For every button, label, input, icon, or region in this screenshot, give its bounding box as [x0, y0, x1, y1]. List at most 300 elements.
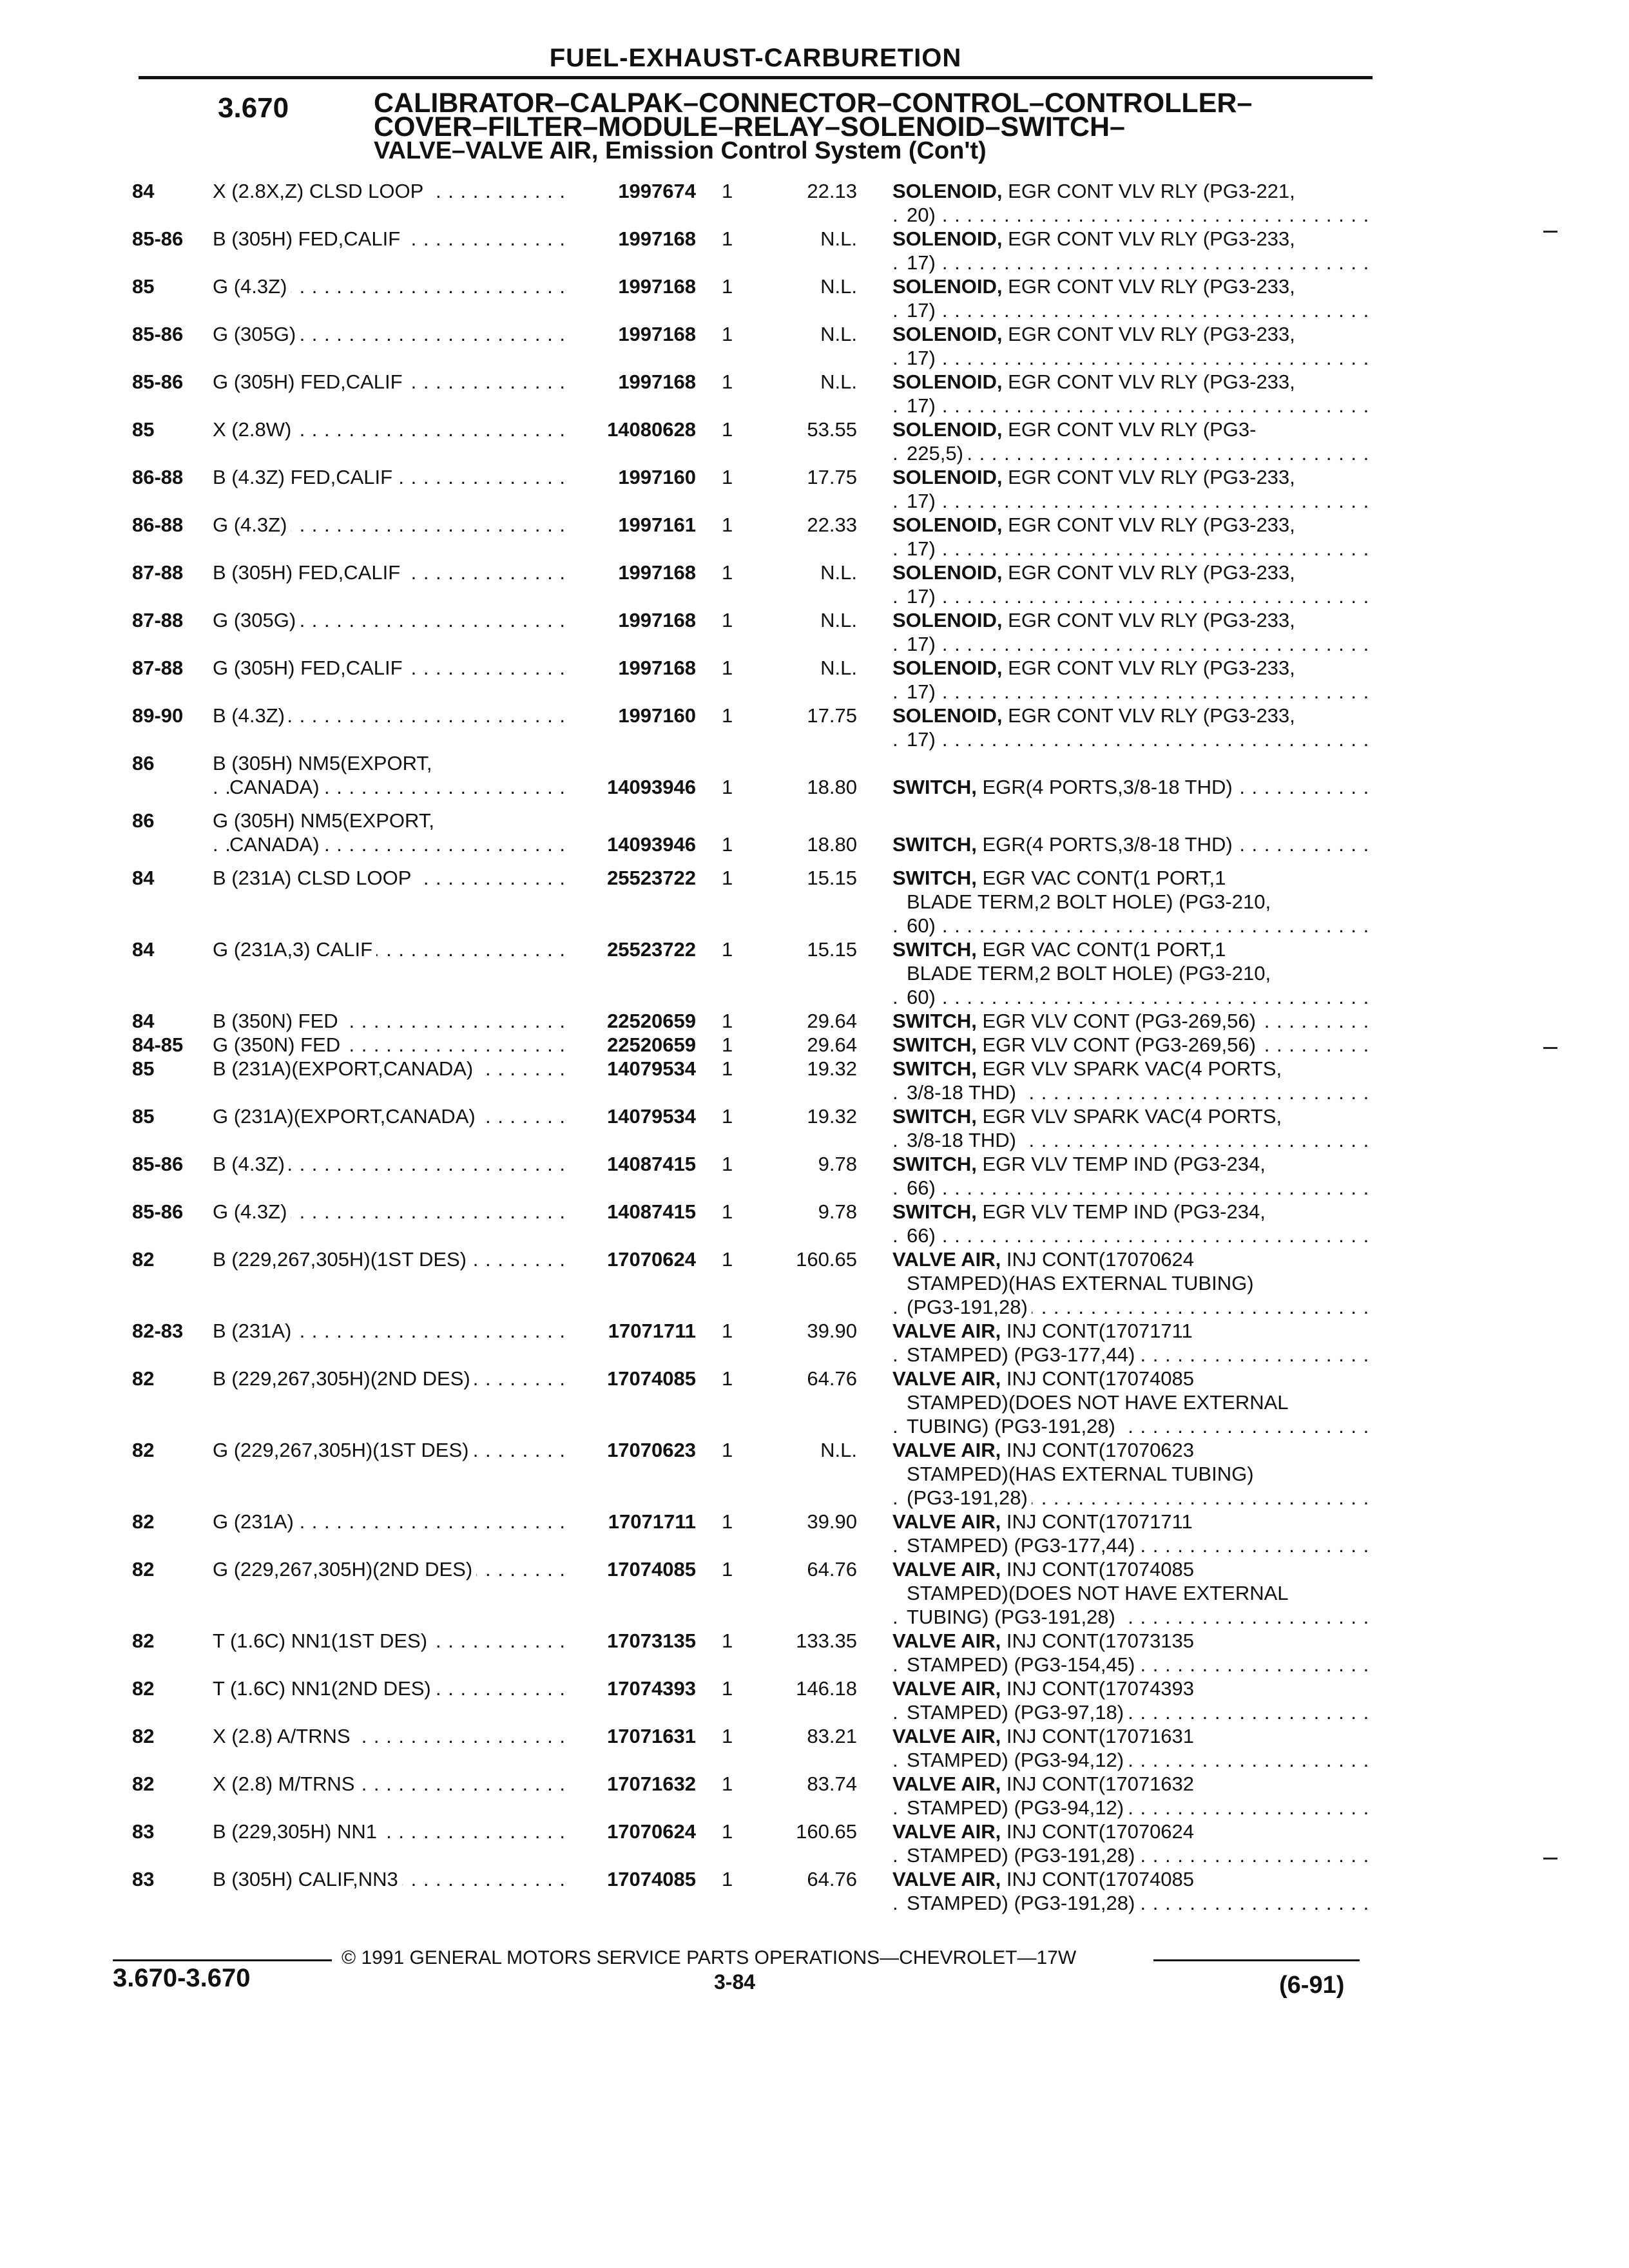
description-detail: EGR CONT VLV RLY (PG3-233,	[1008, 657, 1295, 679]
part-number: 17070623	[607, 1439, 696, 1461]
description-text	[907, 1534, 1139, 1557]
quantity: 1	[722, 657, 733, 679]
part-number: 17070624	[607, 1820, 696, 1843]
description-detail: EGR CONT VLV RLY (PG3-233,	[1008, 275, 1295, 298]
description	[892, 1510, 1369, 1557]
model-year: 86	[132, 809, 155, 832]
description-text	[892, 466, 1299, 488]
part-name: VALVE AIR,	[892, 1439, 1001, 1461]
description-text	[892, 514, 1299, 536]
description-detail: STAMPED) (PG3-154,45)	[907, 1653, 1135, 1676]
description-text	[892, 1033, 1260, 1056]
footer-rule-left	[113, 1959, 332, 1961]
description-text	[892, 609, 1299, 631]
description-text	[907, 1177, 940, 1199]
description-line	[892, 1438, 1369, 1462]
description-text	[907, 1391, 1293, 1414]
description-line	[892, 608, 1369, 632]
footer-section-range: 3.670-3.670	[113, 1964, 251, 1992]
description-line	[892, 1772, 1369, 1796]
description-detail: EGR CONT VLV RLY (PG3-233,	[1008, 561, 1295, 584]
part-number: 17071632	[607, 1773, 696, 1795]
description-text	[907, 1749, 1128, 1771]
application	[213, 465, 564, 489]
application-line	[213, 1247, 564, 1271]
description	[892, 656, 1369, 704]
part-name: SOLENOID,	[892, 275, 1003, 298]
part-number: 1997160	[618, 466, 696, 488]
description-text	[892, 1320, 1197, 1342]
application-text: B (229,267,305H)(1ST DES)	[213, 1248, 470, 1271]
description-detail: 3/8-18 THD)	[907, 1081, 1016, 1104]
description-line	[892, 1796, 1369, 1820]
description-text	[892, 657, 1299, 679]
quantity: 1	[722, 1510, 733, 1533]
description-text	[892, 1439, 1198, 1461]
description-detail: EGR CONT VLV RLY (PG3-233,	[1008, 514, 1295, 536]
description	[892, 1200, 1369, 1247]
application-text: B (305H) FED,CALIF	[213, 561, 404, 584]
application-line	[213, 1820, 564, 1843]
model-year: 82	[132, 1248, 155, 1271]
description-detail: 17)	[907, 490, 936, 512]
application	[213, 1629, 564, 1653]
model-year: 84	[132, 938, 155, 961]
part-number: 1997168	[618, 323, 696, 345]
description-detail: 3/8-18 THD)	[907, 1129, 1016, 1151]
price: 9.78	[818, 1200, 857, 1223]
description-text	[892, 1200, 1269, 1223]
description-detail: EGR(4 PORTS,3/8-18 THD)	[982, 833, 1233, 856]
description	[892, 1772, 1369, 1820]
description	[892, 1057, 1369, 1104]
description	[892, 1724, 1369, 1772]
description-text	[892, 938, 1229, 961]
description-detail: INJ CONT(17074085	[1006, 1868, 1195, 1890]
application-text: X (2.8X,Z) CLSD LOOP	[213, 180, 427, 202]
description-detail: EGR(4 PORTS,3/8-18 THD)	[982, 776, 1233, 798]
price: 64.76	[807, 1558, 857, 1581]
description-detail: EGR VLV TEMP IND (PG3-234,	[982, 1153, 1266, 1175]
description	[892, 1867, 1369, 1915]
description-line	[892, 1629, 1369, 1653]
application	[213, 1724, 564, 1748]
part-name: SWITCH,	[892, 1057, 977, 1080]
application-text: B (229,305H) NN1	[213, 1820, 381, 1843]
description-detail: STAMPED) (PG3-94,12)	[907, 1796, 1124, 1819]
part-name: VALVE AIR,	[892, 1320, 1001, 1342]
price: 160.65	[796, 1820, 857, 1843]
part-name: SWITCH,	[892, 867, 977, 889]
description-text	[892, 1677, 1198, 1700]
description-line	[892, 937, 1369, 961]
part-name: SOLENOID,	[892, 704, 1003, 727]
model-year: 85	[132, 275, 155, 298]
application	[213, 1104, 564, 1128]
model-year: 86-88	[132, 514, 184, 536]
quantity: 1	[722, 1153, 733, 1175]
description-text	[907, 1415, 1119, 1437]
price: 17.75	[807, 466, 857, 488]
quantity: 1	[722, 323, 733, 345]
description-line	[892, 1700, 1369, 1724]
application-text: B (231A)(EXPORT,CANADA)	[213, 1057, 477, 1080]
description-text	[892, 1558, 1198, 1581]
part-name: SOLENOID,	[892, 370, 1003, 393]
application-text: B (350N) FED	[213, 1010, 342, 1032]
price: N.L.	[820, 323, 857, 345]
part-name: VALVE AIR,	[892, 1820, 1001, 1843]
description-text	[907, 1463, 1258, 1485]
description-line	[892, 251, 1369, 274]
description	[892, 1677, 1369, 1724]
model-year: 85-86	[132, 227, 184, 250]
application-text: CANADA)	[229, 776, 323, 798]
part-number: 25523722	[607, 938, 696, 961]
application-line	[213, 1152, 564, 1176]
quantity: 1	[722, 609, 733, 631]
description-line	[892, 1319, 1369, 1343]
application	[213, 1510, 564, 1533]
description-detail: STAMPED) (PG3-97,18)	[907, 1701, 1124, 1724]
description-line	[892, 1510, 1369, 1533]
application-line	[213, 1724, 564, 1748]
application-line	[213, 809, 564, 832]
model-year: 87-88	[132, 657, 184, 679]
description-line	[892, 866, 1369, 890]
application-text: G (305H) NM5(EXPORT,	[213, 809, 438, 832]
model-year: 85	[132, 1105, 155, 1128]
description	[892, 775, 1369, 799]
application-line	[213, 704, 564, 727]
model-year: 85-86	[132, 370, 184, 393]
quantity: 1	[722, 833, 733, 856]
description-text	[907, 680, 940, 703]
application-text: B (4.3Z)	[213, 1153, 289, 1175]
model-year: 85	[132, 418, 155, 441]
description-line	[892, 1843, 1369, 1867]
description-text	[892, 1725, 1198, 1747]
price: 39.90	[807, 1320, 857, 1342]
quantity: 1	[722, 1677, 733, 1700]
description	[892, 608, 1369, 656]
header-rule	[139, 76, 1373, 79]
quantity: 1	[722, 1558, 733, 1581]
price: 18.80	[807, 833, 857, 856]
application	[213, 937, 564, 961]
part-number: 1997168	[618, 609, 696, 631]
description-text	[907, 1701, 1128, 1724]
footer-copyright: © 1991 GENERAL MOTORS SERVICE PARTS OPERATIONS—CHEVROLET—17W	[342, 1947, 1077, 1968]
application	[213, 179, 564, 203]
description-line	[892, 1533, 1369, 1557]
application-line	[213, 227, 564, 251]
application-text: G (305G)	[213, 323, 300, 345]
description	[892, 1009, 1369, 1033]
section-title-line-1: CALIBRATOR–CALPAK–CONNECTOR–CONTROL–CONTROLLER–	[374, 88, 1253, 119]
description-line	[892, 418, 1369, 441]
application	[213, 866, 564, 890]
application	[213, 513, 564, 537]
quantity: 1	[722, 514, 733, 536]
description-text	[907, 1343, 1139, 1366]
quantity: 1	[722, 938, 733, 961]
description-text	[907, 1272, 1258, 1294]
application	[213, 1677, 564, 1700]
description-detail: STAMPED) (PG3-191,28)	[907, 1892, 1135, 1914]
description-line	[892, 1057, 1369, 1081]
part-number: 14087415	[607, 1200, 696, 1223]
description-line	[892, 1867, 1369, 1891]
margin-mark	[1543, 231, 1557, 233]
description	[892, 704, 1369, 751]
description-line	[892, 961, 1369, 985]
description-detail: (PG3-191,28)	[907, 1486, 1028, 1509]
price: N.L.	[820, 561, 857, 584]
description-line	[892, 1152, 1369, 1176]
description-detail: STAMPED) (PG3-94,12)	[907, 1749, 1124, 1771]
quantity: 1	[722, 370, 733, 393]
description-text	[892, 1248, 1198, 1271]
model-year: 82	[132, 1367, 155, 1390]
description-text	[907, 728, 940, 751]
description-line	[892, 1295, 1369, 1319]
quantity: 1	[722, 466, 733, 488]
model-year: 85-86	[132, 1200, 184, 1223]
application-text: G (305H) FED,CALIF	[213, 657, 407, 679]
description-detail: EGR VAC CONT(1 PORT,1	[982, 867, 1226, 889]
model-year: 84	[132, 180, 155, 202]
quantity: 1	[722, 1868, 733, 1890]
application	[213, 561, 564, 584]
part-number: 25523722	[607, 867, 696, 889]
description-line	[892, 1581, 1369, 1605]
description-detail: 17)	[907, 251, 936, 274]
description-detail: INJ CONT(17071632	[1006, 1773, 1195, 1795]
quantity: 1	[722, 1248, 733, 1271]
quantity: 1	[722, 1200, 733, 1223]
description-text	[892, 275, 1299, 298]
part-name: SOLENOID,	[892, 227, 1003, 250]
application-line	[213, 751, 564, 775]
description	[892, 866, 1369, 937]
description	[892, 832, 1369, 856]
application-text: B (231A) CLSD LOOP	[213, 867, 415, 889]
description	[892, 1152, 1369, 1200]
application	[213, 1367, 564, 1390]
description-line	[892, 985, 1369, 1009]
application	[213, 656, 564, 680]
footer-revision-date: (6-91)	[1279, 1972, 1345, 1999]
description-text	[907, 490, 940, 512]
description	[892, 370, 1369, 418]
application-line	[213, 608, 564, 632]
description-detail: STAMPED) (PG3-191,28)	[907, 1844, 1135, 1867]
application-line	[213, 1057, 564, 1081]
description-text	[907, 394, 940, 417]
quantity: 1	[722, 867, 733, 889]
quantity: 1	[722, 1320, 733, 1342]
part-name: VALVE AIR,	[892, 1558, 1001, 1581]
description	[892, 561, 1369, 608]
model-year: 84-85	[132, 1033, 184, 1056]
application-text: G (231A)	[213, 1510, 298, 1533]
price: N.L.	[820, 609, 857, 631]
page-header: FUEL-EXHAUST-CARBURETION	[549, 44, 962, 72]
description-detail: 17)	[907, 585, 936, 608]
description-detail: 17)	[907, 680, 936, 703]
description-detail: EGR CONT VLV RLY (PG3-221,	[1008, 180, 1295, 202]
price: 29.64	[807, 1033, 857, 1056]
footer-page-number: 3-84	[714, 1970, 756, 1994]
description-text	[907, 1296, 1032, 1318]
description-text	[907, 1653, 1139, 1676]
description-detail: 60)	[907, 986, 936, 1008]
application-line	[213, 418, 564, 441]
price: 53.55	[807, 418, 857, 441]
description-detail: 17)	[907, 347, 936, 369]
application	[213, 1152, 564, 1176]
description-line	[892, 704, 1369, 727]
description-line	[892, 1653, 1369, 1677]
application-line	[213, 1104, 564, 1128]
part-name: SWITCH,	[892, 938, 977, 961]
description-text	[892, 1367, 1198, 1390]
description-text	[892, 370, 1299, 393]
description-detail: EGR VLV CONT (PG3-269,56)	[982, 1033, 1256, 1056]
model-year: 82	[132, 1439, 155, 1461]
part-number: 14093946	[607, 776, 696, 798]
description-line	[892, 203, 1369, 227]
application-line	[213, 322, 564, 346]
quantity: 1	[722, 1820, 733, 1843]
description	[892, 1820, 1369, 1867]
price: 83.74	[807, 1773, 857, 1795]
part-name: VALVE AIR,	[892, 1629, 1001, 1652]
description	[892, 937, 1369, 1009]
section-title	[374, 88, 1340, 164]
application-text: G (229,267,305H)(2ND DES)	[213, 1558, 476, 1581]
description-line	[892, 914, 1369, 937]
price: N.L.	[820, 275, 857, 298]
part-name: VALVE AIR,	[892, 1677, 1001, 1700]
description-detail: EGR CONT VLV RLY (PG3-233,	[1008, 466, 1295, 488]
application-text: G (4.3Z)	[213, 275, 291, 298]
model-year: 82	[132, 1629, 155, 1652]
quantity: 1	[722, 180, 733, 202]
price: 160.65	[796, 1248, 857, 1271]
application-text: G (305G)	[213, 609, 300, 631]
description-line	[892, 584, 1369, 608]
description-detail: 17)	[907, 633, 936, 655]
application-line	[213, 370, 564, 394]
description-text	[907, 914, 940, 937]
part-number: 1997674	[618, 180, 696, 202]
description-text	[892, 704, 1299, 727]
description-detail: INJ CONT(17071631	[1006, 1725, 1195, 1747]
quantity: 1	[722, 1367, 733, 1390]
application-line	[213, 1772, 564, 1796]
part-name: SWITCH,	[892, 1200, 977, 1223]
description-line	[892, 1176, 1369, 1200]
part-number: 14080628	[607, 418, 696, 441]
quantity: 1	[722, 1629, 733, 1652]
price: N.L.	[820, 370, 857, 393]
part-name: SOLENOID,	[892, 657, 1003, 679]
application-text: G (231A)(EXPORT,CANADA)	[213, 1105, 479, 1128]
description-detail: 17)	[907, 537, 936, 560]
application	[213, 370, 564, 394]
application-text: G (4.3Z)	[213, 1200, 291, 1223]
part-number: 17074085	[607, 1558, 696, 1581]
description-text	[892, 418, 1260, 441]
description-line	[892, 1486, 1369, 1510]
part-name: SWITCH,	[892, 776, 977, 798]
application	[213, 1438, 564, 1462]
price: 15.15	[807, 938, 857, 961]
part-name: SWITCH,	[892, 1010, 977, 1032]
application	[213, 751, 564, 799]
description-detail: 20)	[907, 204, 936, 226]
application-text: G (231A,3) CALIF	[213, 938, 376, 961]
price: 17.75	[807, 704, 857, 727]
application-line	[213, 937, 564, 961]
model-year: 85-86	[132, 1153, 184, 1175]
application	[213, 809, 564, 856]
description-line	[892, 1891, 1369, 1915]
part-name: SOLENOID,	[892, 180, 1003, 202]
description-line	[892, 537, 1369, 561]
description-line	[892, 1724, 1369, 1748]
application	[213, 227, 564, 251]
description-line	[892, 561, 1369, 584]
description-detail: TUBING) (PG3-191,28)	[907, 1606, 1115, 1628]
description-detail: STAMPED)(DOES NOT HAVE EXTERNAL	[907, 1391, 1289, 1414]
description-text	[892, 1629, 1198, 1652]
description-text	[892, 1820, 1198, 1843]
part-number: 17071711	[608, 1320, 696, 1342]
application-line	[213, 1629, 564, 1653]
model-year: 82	[132, 1773, 155, 1795]
part-name: SWITCH,	[892, 1105, 977, 1128]
part-name: VALVE AIR,	[892, 1773, 1001, 1795]
description-detail: EGR VLV SPARK VAC(4 PORTS,	[982, 1105, 1282, 1128]
description-line	[892, 1462, 1369, 1486]
description-text	[892, 1510, 1197, 1533]
part-name: SWITCH,	[892, 1033, 977, 1056]
description-line	[892, 227, 1369, 251]
model-year: 87-88	[132, 609, 184, 631]
description-line	[892, 1367, 1369, 1390]
price: 9.78	[818, 1153, 857, 1175]
description-text	[907, 986, 940, 1008]
quantity: 1	[722, 1010, 733, 1032]
part-number: 1997168	[618, 370, 696, 393]
application	[213, 1772, 564, 1796]
part-number: 1997160	[618, 704, 696, 727]
part-number: 14087415	[607, 1153, 696, 1175]
part-number: 14079534	[607, 1057, 696, 1080]
part-name: SOLENOID,	[892, 514, 1003, 536]
application-line	[213, 465, 564, 489]
description-line	[892, 1033, 1369, 1057]
application	[213, 1867, 564, 1891]
application-line	[213, 274, 564, 298]
description-detail: STAMPED)(HAS EXTERNAL TUBING)	[907, 1272, 1254, 1294]
price: 83.21	[807, 1725, 857, 1747]
description-line	[892, 1009, 1369, 1033]
description-text	[907, 1892, 1139, 1914]
